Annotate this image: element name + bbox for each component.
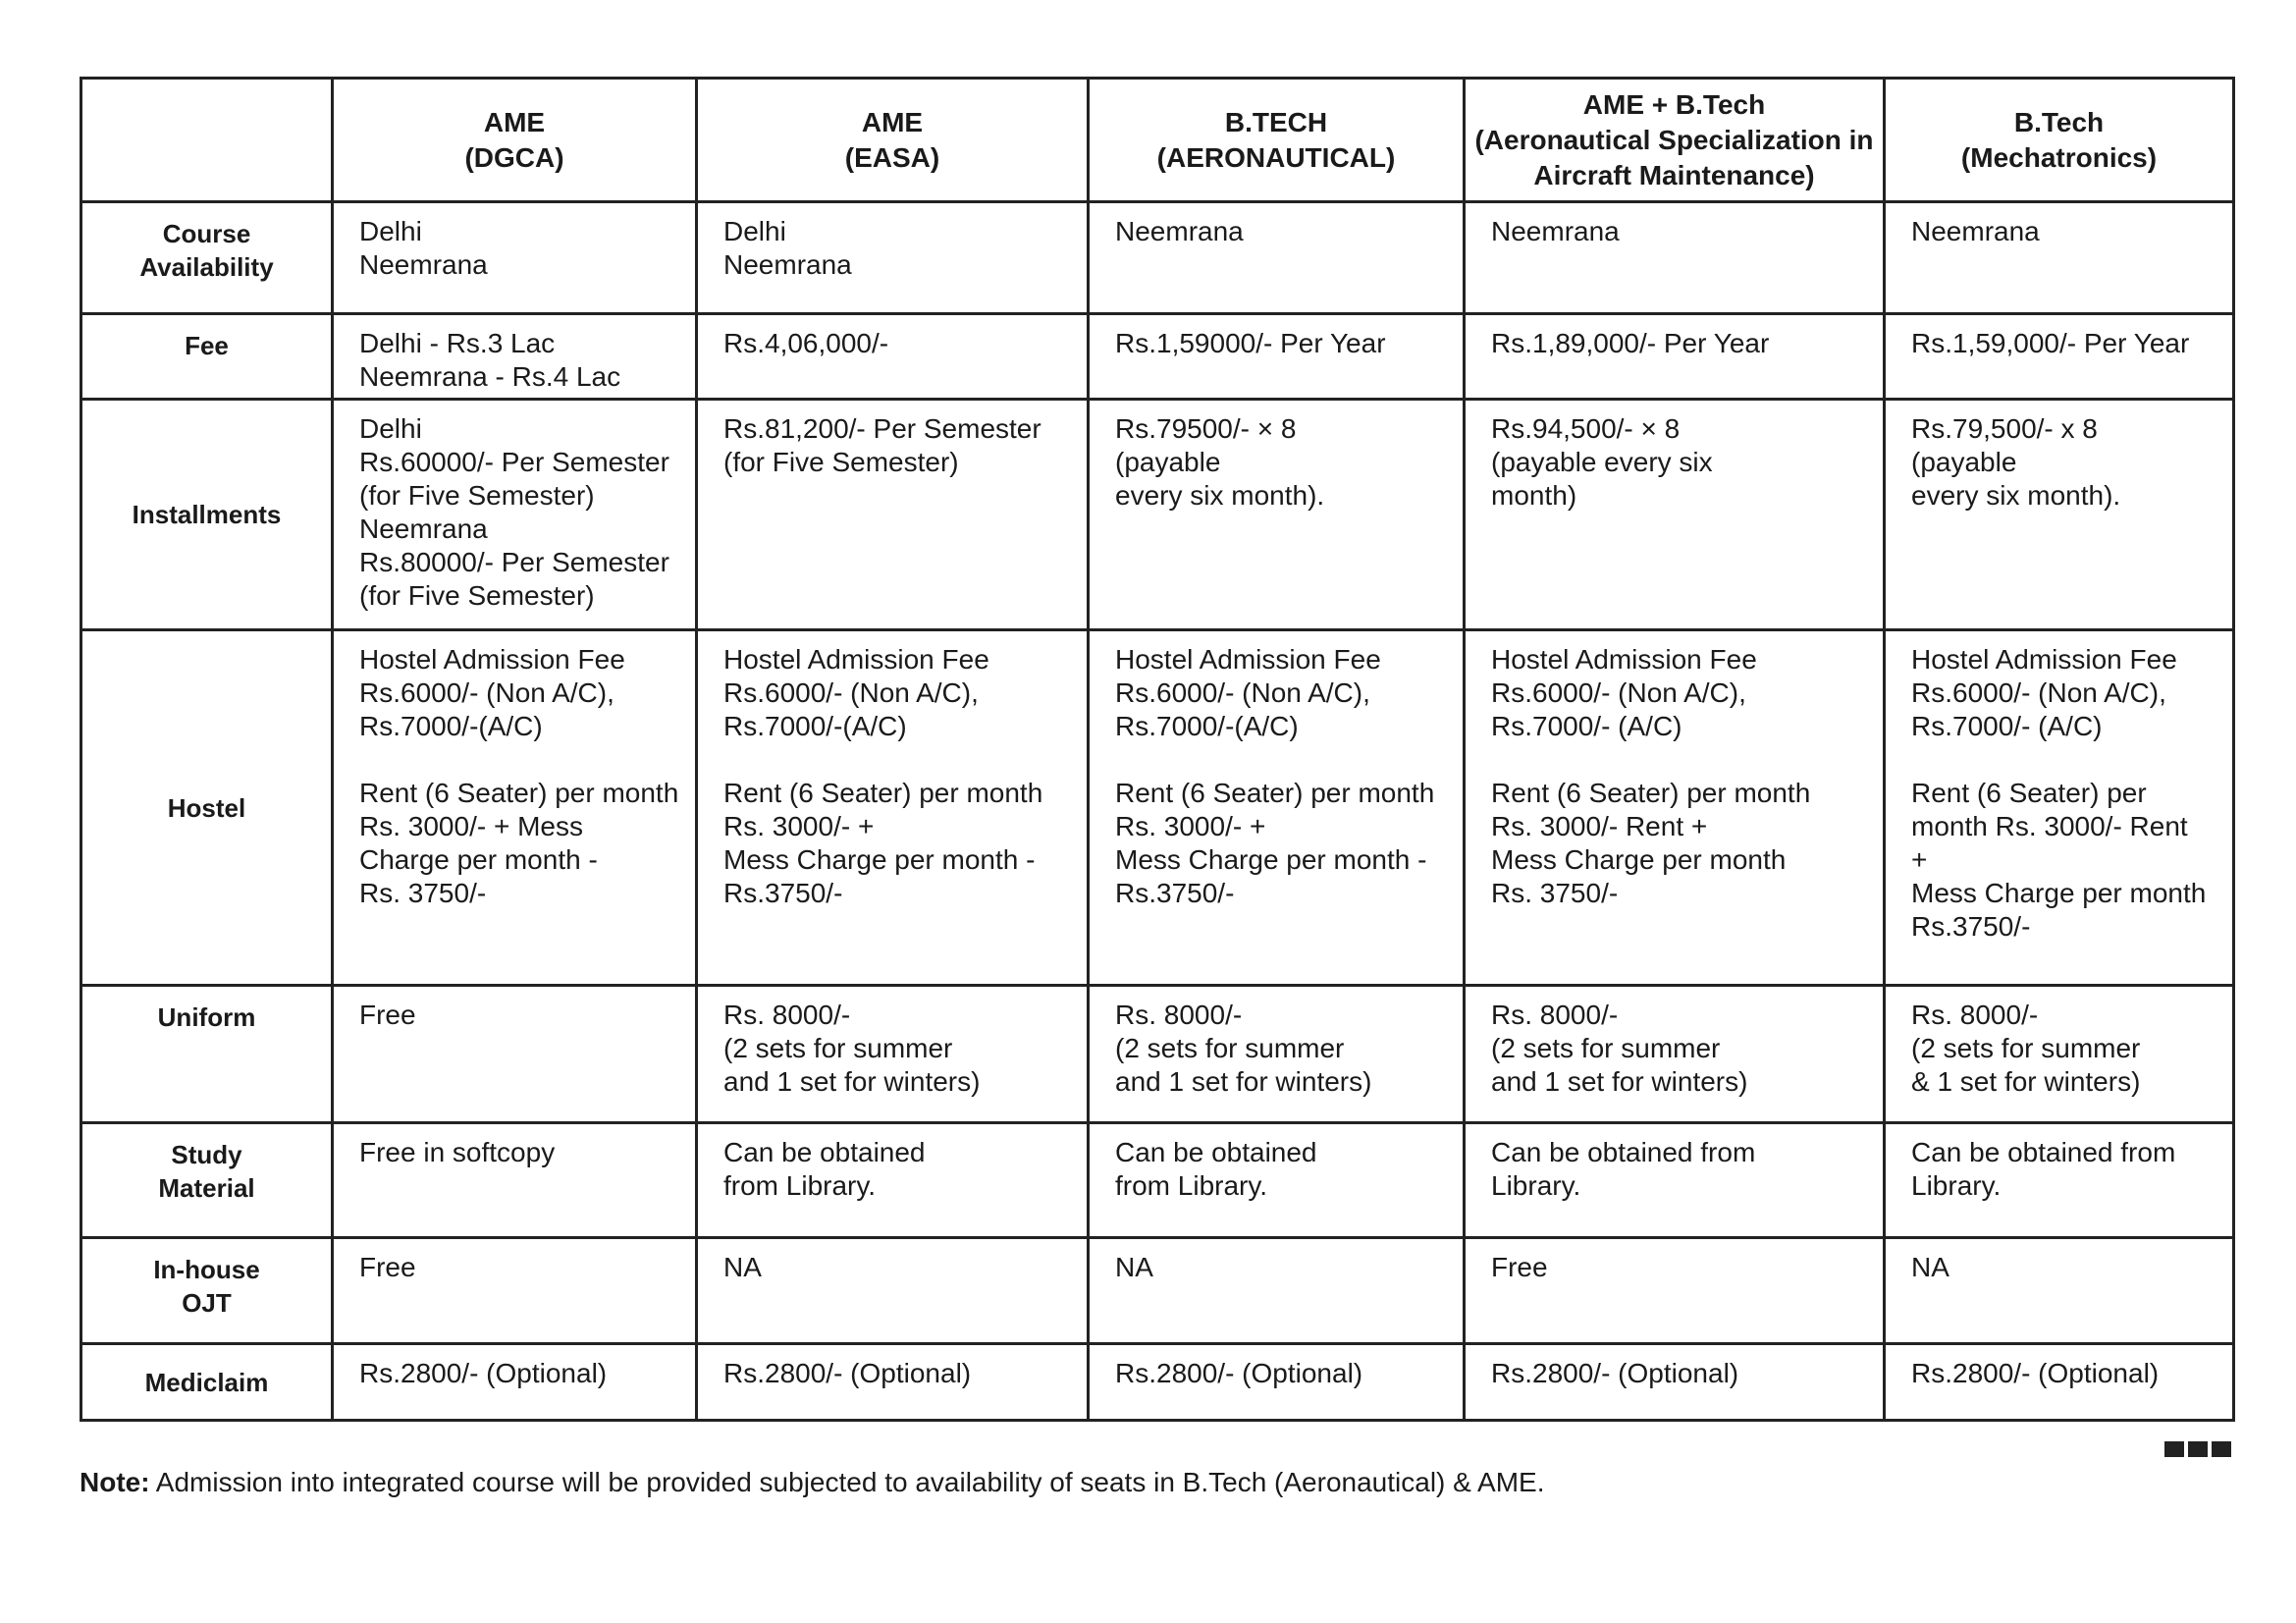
table-row-hostel bbox=[81, 630, 2234, 986]
note-label: Note: bbox=[80, 1467, 150, 1497]
table-cell: Rs.4,06,000/- bbox=[697, 314, 1089, 400]
table-cell: Rs. 8000/- (2 sets for summer & 1 set for winters) bbox=[1885, 986, 2234, 1123]
table-cell: Rs. 8000/- (2 sets for summer and 1 set for winters) bbox=[1465, 986, 1885, 1123]
table-cell: Delhi Neemrana bbox=[333, 202, 697, 314]
table-cell: Hostel Admission Fee Rs.6000/- (Non A/C), Rs.7000/-(A/C) Rent (6 Seater) per month Rs. 3000/- + Mess Charge per month - Rs.3750/- bbox=[1089, 630, 1465, 986]
table-cell: Rs.2800/- (Optional) bbox=[1885, 1344, 2234, 1421]
row-label-cell bbox=[81, 1344, 333, 1421]
row-label: Uniform bbox=[157, 1002, 256, 1032]
header-btech-mechatronics bbox=[1885, 79, 2234, 202]
table-row-inhouse-ojt bbox=[81, 1238, 2234, 1344]
table-cell: Free bbox=[333, 1238, 697, 1344]
row-label-cell bbox=[81, 314, 333, 400]
row-label-cell bbox=[81, 1238, 333, 1344]
table-cell: Rs.94,500/- × 8 (payable every six month) bbox=[1465, 400, 1885, 630]
row-label: Hostel bbox=[167, 792, 246, 823]
table-cell: Hostel Admission Fee Rs.6000/- (Non A/C), Rs.7000/- (A/C) Rent (6 Seater) per month Rs. 3000/- Rent + Mess Charge per month Rs. 3750/- bbox=[1465, 630, 1885, 986]
table-cell: Rs. 8000/- (2 sets for summer and 1 set for winters) bbox=[697, 986, 1089, 1123]
table-cell: Neemrana bbox=[1465, 202, 1885, 314]
table-cell: Rs.2800/- (Optional) bbox=[333, 1344, 697, 1421]
header-corner bbox=[81, 79, 333, 202]
header-ame-btech bbox=[1465, 79, 1885, 202]
header-label: AME + B.Tech (Aeronautical Specialization in Aircraft Maintenance) bbox=[1474, 88, 1874, 190]
row-label: Course Availability bbox=[139, 219, 274, 282]
table-cell: NA bbox=[1885, 1238, 2234, 1344]
table-cell: Rs.79500/- × 8 (payable every six month). bbox=[1089, 400, 1465, 630]
table-row-mediclaim bbox=[81, 1344, 2234, 1421]
table-cell: Delhi Neemrana bbox=[697, 202, 1089, 314]
row-label-cell bbox=[81, 1123, 333, 1238]
table-cell: Rs.2800/- (Optional) bbox=[1089, 1344, 1465, 1421]
table-row-installments bbox=[81, 400, 2234, 630]
table-cell: Rs.1,59,000/- Per Year bbox=[1885, 314, 2234, 400]
header-btech-aeronautical bbox=[1089, 79, 1465, 202]
header-label: B.TECH (AERONAUTICAL) bbox=[1156, 106, 1396, 173]
table-cell: Neemrana bbox=[1089, 202, 1465, 314]
square-mark bbox=[2212, 1441, 2231, 1457]
table-cell: NA bbox=[1089, 1238, 1465, 1344]
table-cell: Rs.2800/- (Optional) bbox=[697, 1344, 1089, 1421]
header-ame-easa bbox=[697, 79, 1089, 202]
note-text: Admission into integrated course will be provided subjected to availability of seats in B.Tech (Aeronautical) & AME. bbox=[149, 1467, 1545, 1497]
table-cell: Delhi Rs.60000/- Per Semester (for Five Semester) Neemrana Rs.80000/- Per Semester (for Five Semester) bbox=[333, 400, 697, 630]
header-ame-dgca bbox=[333, 79, 697, 202]
row-label-cell bbox=[81, 630, 333, 986]
table-cell: Can be obtained from Library. bbox=[1089, 1123, 1465, 1238]
table-cell: Free bbox=[1465, 1238, 1885, 1344]
header-label: AME (EASA) bbox=[844, 106, 940, 173]
row-label: Mediclaim bbox=[144, 1367, 269, 1397]
table-cell: Rs.1,89,000/- Per Year bbox=[1465, 314, 1885, 400]
table-cell: Rs.1,59000/- Per Year bbox=[1089, 314, 1465, 400]
decorative-squares bbox=[2164, 1441, 2231, 1457]
table-cell: Rs.81,200/- Per Semester (for Five Semester) bbox=[697, 400, 1089, 630]
row-label-cell bbox=[81, 202, 333, 314]
header-label: B.Tech (Mechatronics) bbox=[1960, 106, 2158, 173]
table-row-course-availability bbox=[81, 202, 2234, 314]
table-cell: Rs.79,500/- x 8 (payable every six month). bbox=[1885, 400, 2234, 630]
table-cell: Rs.2800/- (Optional) bbox=[1465, 1344, 1885, 1421]
table-row-fee bbox=[81, 314, 2234, 400]
row-label-cell bbox=[81, 400, 333, 630]
table-cell: Free bbox=[333, 986, 697, 1123]
header-label: AME (DGCA) bbox=[464, 106, 564, 173]
row-label-cell bbox=[81, 986, 333, 1123]
header-row bbox=[81, 79, 2234, 202]
row-label: Fee bbox=[185, 331, 229, 360]
square-mark bbox=[2164, 1441, 2184, 1457]
table-cell: Can be obtained from Library. bbox=[697, 1123, 1089, 1238]
row-label: Study Material bbox=[158, 1140, 255, 1203]
footnote bbox=[80, 1465, 1545, 1500]
table-cell: Delhi - Rs.3 Lac Neemrana - Rs.4 Lac bbox=[333, 314, 697, 400]
table-row-study-material bbox=[81, 1123, 2234, 1238]
table-cell: NA bbox=[697, 1238, 1089, 1344]
row-label: In-house OJT bbox=[153, 1255, 260, 1318]
table-cell: Free in softcopy bbox=[333, 1123, 697, 1238]
table-cell: Rs. 8000/- (2 sets for summer and 1 set for winters) bbox=[1089, 986, 1465, 1123]
fee-comparison-table bbox=[80, 77, 2235, 1422]
table-cell: Can be obtained from Library. bbox=[1465, 1123, 1885, 1238]
table-row-uniform bbox=[81, 986, 2234, 1123]
square-mark bbox=[2188, 1441, 2208, 1457]
table-cell: Hostel Admission Fee Rs.6000/- (Non A/C), Rs.7000/-(A/C) Rent (6 Seater) per month Rs. 3000/- + Mess Charge per month - Rs.3750/- bbox=[697, 630, 1089, 986]
table-cell: Can be obtained from Library. bbox=[1885, 1123, 2234, 1238]
row-label: Installments bbox=[132, 500, 282, 529]
table-cell: Hostel Admission Fee Rs.6000/- (Non A/C), Rs.7000/-(A/C) Rent (6 Seater) per month Rs. 3000/- + Mess Charge per month - Rs. 3750/- bbox=[333, 630, 697, 986]
table-cell: Neemrana bbox=[1885, 202, 2234, 314]
table-cell: Hostel Admission Fee Rs.6000/- (Non A/C), Rs.7000/- (A/C) Rent (6 Seater) per month Rs. 3000/- Rent + Mess Charge per month Rs.3750/- bbox=[1885, 630, 2234, 986]
